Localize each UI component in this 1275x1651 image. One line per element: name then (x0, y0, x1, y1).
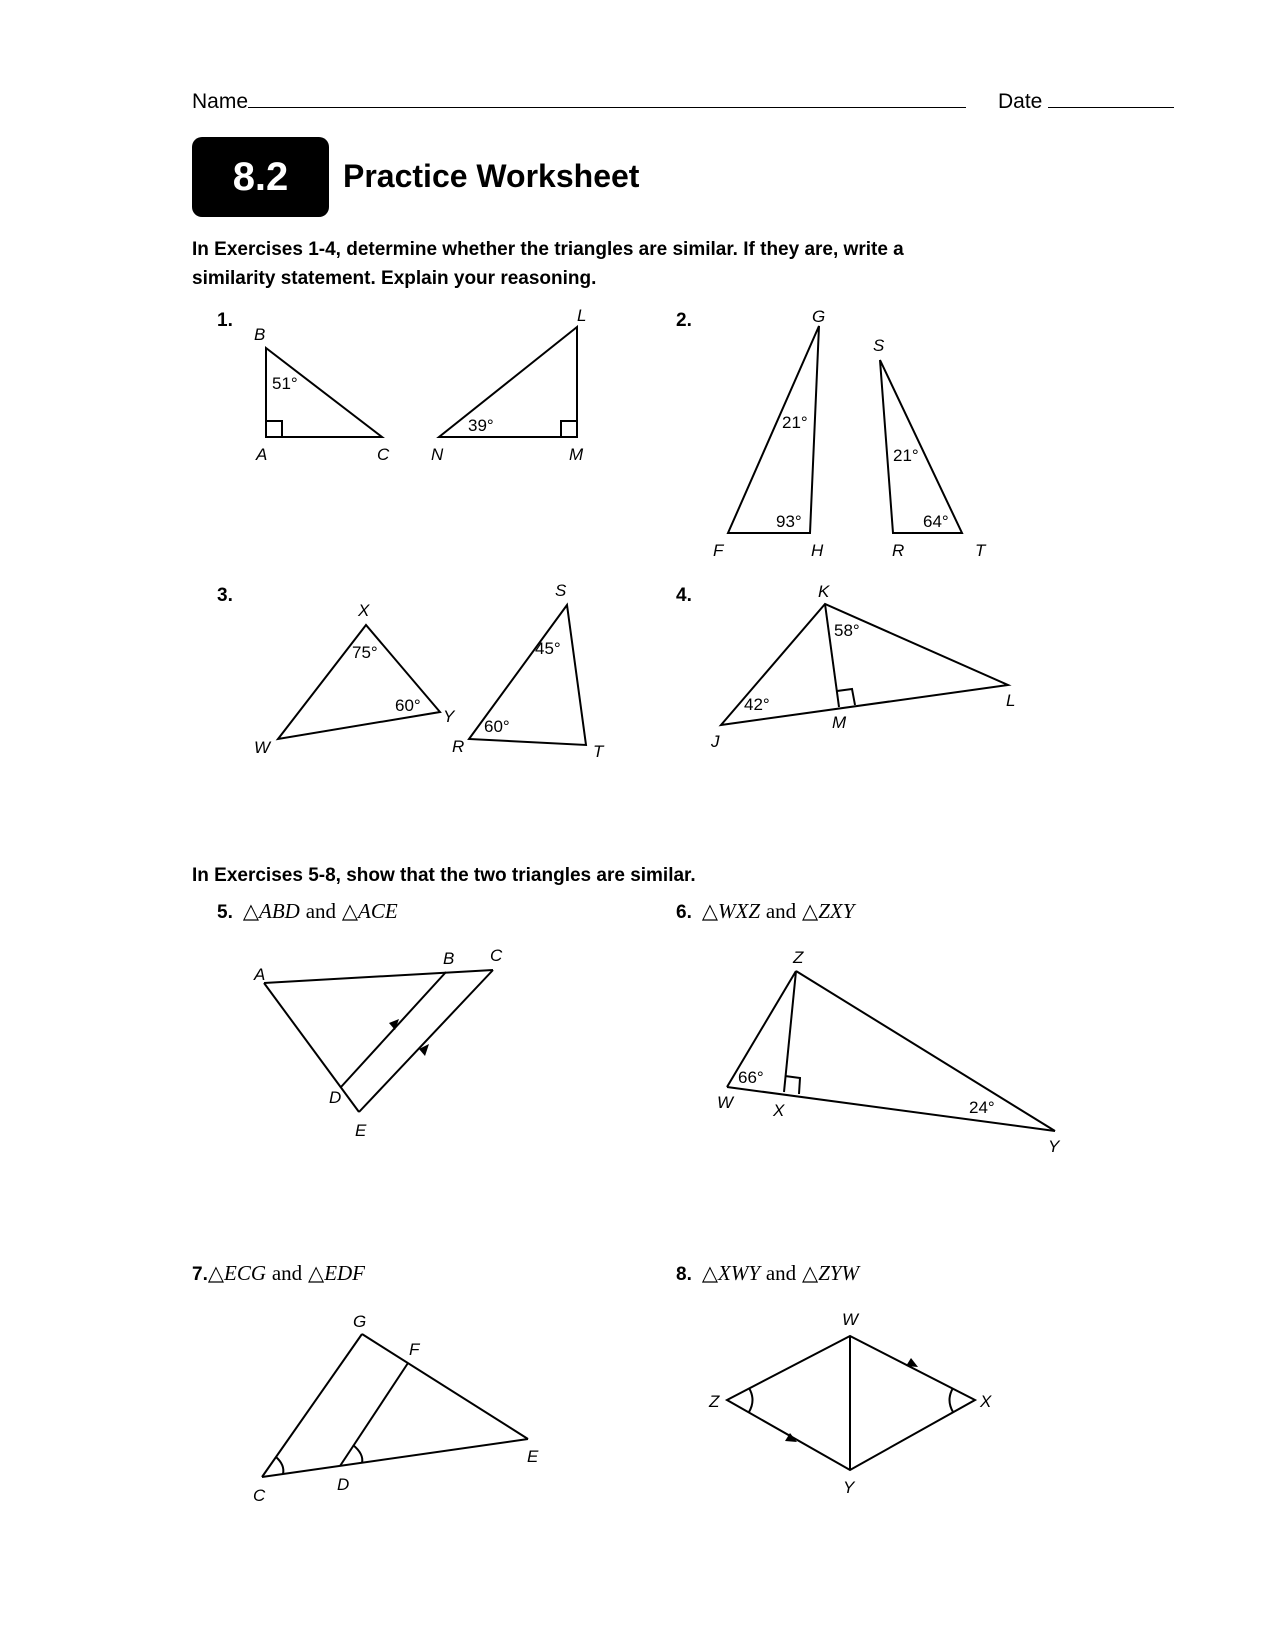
exercise-5-tri2: ACE (358, 899, 398, 923)
vertex-label-m: M (569, 445, 584, 464)
angle-label-93: 93° (776, 512, 802, 531)
exercise-8-number: 8. (676, 1264, 692, 1285)
exercise-7-tri2: EDF (324, 1261, 366, 1285)
point-label-e7: E (527, 1447, 539, 1466)
point-label-c5: C (490, 946, 503, 965)
exercise-7-tri1: ECG (224, 1261, 267, 1285)
vertex-label-g: G (812, 307, 826, 326)
vertex-label-y: Y (443, 707, 455, 726)
exercise-5-tri1: ABD (259, 899, 300, 923)
vertex-label-t: T (975, 541, 986, 560)
exercise-7-label: 7.△ECG and △EDF (192, 1261, 366, 1285)
name-label: Name (192, 90, 249, 113)
angle-label-75: 75° (352, 643, 378, 662)
vertex-label-l: L (577, 306, 587, 325)
vertex-label-r3: R (452, 737, 465, 756)
vertex-label-s: S (873, 336, 885, 355)
angle-label-21-g: 21° (782, 413, 808, 432)
section-number: 8.2 (232, 154, 289, 199)
angle-label-51: 51° (272, 374, 298, 393)
angle-arc-icon (276, 1457, 283, 1474)
point-label-z6: Z (793, 948, 804, 967)
point-label-w8: W (842, 1310, 859, 1329)
part1-instructions: In Exercises 1-4, determine whether the triangles are similar. If they are, write a similarity statement. Explain your reasoning. (192, 239, 904, 289)
date-label: Date (998, 90, 1043, 113)
vertex-label-n: N (431, 445, 444, 464)
point-label-g7: G (353, 1312, 367, 1331)
exercise-3-number: 3. (217, 585, 233, 606)
exercise-4-number: 4. (676, 585, 692, 606)
vertex-label-c: C (377, 445, 390, 464)
vertex-label-h: H (811, 541, 824, 560)
exercise-6-tri2: ZXY (818, 899, 855, 923)
exercise-6-label: 6. △WXZ and △ZXY (676, 899, 855, 923)
angle-label-66: 66° (738, 1068, 764, 1087)
exercise-8-tri1: XWY (718, 1261, 761, 1285)
vertex-label-r: R (892, 541, 905, 560)
exercise-5-figure (253, 946, 503, 1140)
angle-arc-icon (950, 1388, 954, 1412)
exercise-7-figure (253, 1312, 539, 1505)
angle-label-24: 24° (969, 1098, 995, 1117)
point-label-x8: X (980, 1392, 992, 1411)
exercise-5-number: 5. (217, 902, 233, 923)
point-label-w6: W (717, 1093, 734, 1112)
exercise-5-label: 5. △ABD and △ACE (217, 899, 398, 923)
exercise-6-figure (717, 948, 1061, 1156)
angle-label-60-y: 60° (395, 696, 421, 715)
vertex-label-k: K (818, 582, 830, 601)
angle-label-45: 45° (535, 639, 561, 658)
point-label-f7: F (409, 1340, 420, 1359)
point-label-y6: Y (1048, 1137, 1060, 1156)
angle-label-64: 64° (923, 512, 949, 531)
angle-label-58: 58° (834, 621, 860, 640)
exercise-1-number: 1. (217, 310, 233, 331)
part2-instructions: In Exercises 5-8, show that the two triangles are similar. (192, 865, 696, 886)
angle-label-42: 42° (744, 695, 770, 714)
exercise-7-number: 7. (192, 1264, 208, 1285)
exercise-6-number: 6. (676, 902, 692, 923)
point-label-x6: X (773, 1101, 785, 1120)
point-label-z8: Z (709, 1392, 720, 1411)
point-label-e5: E (355, 1121, 367, 1140)
angle-label-21-s: 21° (893, 446, 919, 465)
point-label-d5: D (329, 1088, 342, 1107)
point-label-c7: C (253, 1486, 266, 1505)
point-label-b5: B (443, 949, 455, 968)
point-label-d7: D (337, 1475, 350, 1494)
parallel-arrow-icon (906, 1358, 918, 1367)
exercise-2-number: 2. (676, 310, 692, 331)
vertex-label-a: A (256, 445, 268, 464)
page-title: Practice Worksheet (343, 158, 640, 194)
angle-arc-icon (749, 1388, 753, 1412)
exercise-8-tri2: ZYW (818, 1261, 860, 1285)
vertex-label-b: B (254, 325, 266, 344)
angle-label-39: 39° (468, 416, 494, 435)
angle-arc-icon (353, 1445, 362, 1463)
vertex-label-f: F (713, 541, 724, 560)
exercise-6-tri1: WXZ (718, 899, 761, 923)
vertex-label-x: X (358, 601, 370, 620)
vertex-label-s3: S (555, 581, 567, 600)
exercise-8-label: 8. △XWY and △ZYW (676, 1261, 860, 1285)
vertex-label-w: W (254, 738, 271, 757)
angle-label-60-r: 60° (484, 717, 510, 736)
vertex-label-j: J (711, 732, 720, 751)
vertex-label-l4: L (1006, 691, 1016, 710)
vertex-label-t3: T (593, 742, 604, 761)
exercise-8-figure (708, 1310, 992, 1497)
point-label-y8: Y (843, 1478, 855, 1497)
point-label-a5: A (254, 965, 266, 984)
vertex-label-m4: M (832, 713, 847, 732)
